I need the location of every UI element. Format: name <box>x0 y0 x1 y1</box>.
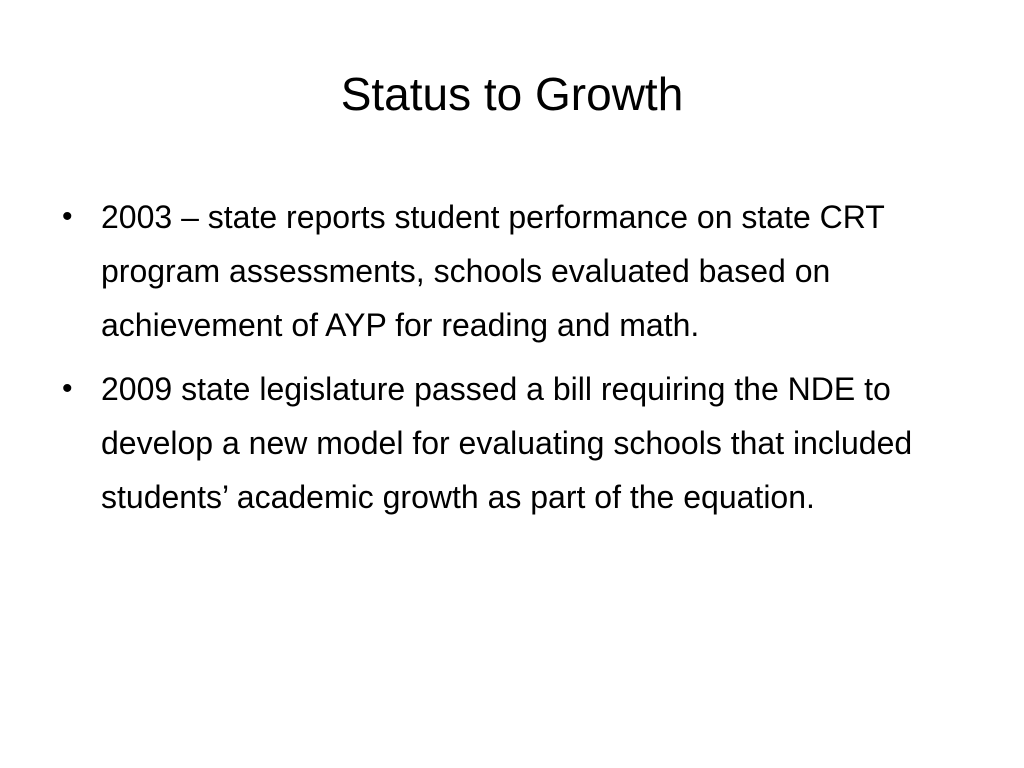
bullet-item <box>62 362 962 524</box>
bullet-icon: • <box>62 200 73 233</box>
bullet-list <box>62 190 962 534</box>
bullet-text: 2003 – state reports student performance on state CRT program assessments, schools evaluated based on achievement of AYP for reading and math. <box>101 199 885 343</box>
slide-title: Status to Growth <box>340 68 684 120</box>
bullet-icon: • <box>62 372 73 405</box>
bullet-text: 2009 state legislature passed a bill requiring the NDE to develop a new model for evaluating schools that included students’ academic growth as part of the equation. <box>101 371 913 515</box>
bullet-item <box>62 190 962 352</box>
